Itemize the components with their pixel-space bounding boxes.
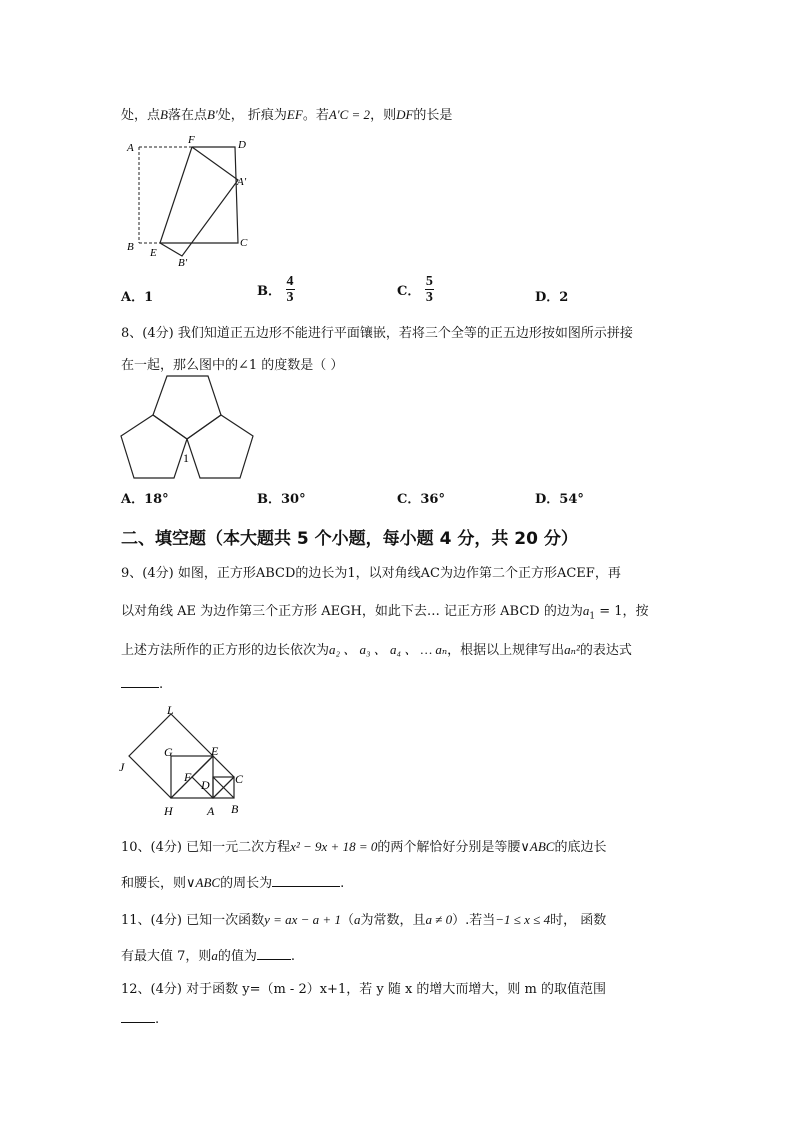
q9-stem-line2 [121, 600, 649, 622]
q9-a-subscript: 1 [589, 611, 596, 622]
q7-option-b[interactable] [257, 274, 295, 305]
q7-point-bprime: B′ [206, 107, 218, 122]
option-letter: D． [535, 290, 560, 305]
q9-label-a: A [207, 804, 215, 818]
q8-option-a[interactable] [121, 488, 169, 507]
q7-option-c[interactable] [397, 274, 434, 305]
q11-stem-line2 [121, 945, 295, 964]
q8-stem-line2: 在一起，那么图中的∠1 的度数是（ ） [121, 358, 344, 373]
q7-label-f: F [188, 134, 195, 146]
q7-option-a[interactable] [121, 286, 153, 305]
q11-function: y = ax − a + 1 [264, 912, 341, 927]
q7-text: ，则 [370, 108, 397, 123]
option-letter: A． [121, 492, 145, 507]
q12-answer-line [121, 1012, 159, 1027]
q7-label-bprime: B′ [178, 257, 188, 269]
q9-label-l: L [167, 703, 174, 717]
denominator: 3 [286, 290, 294, 305]
q10-text: . [340, 876, 345, 891]
numerator: 4 [286, 274, 294, 289]
q9-sequence: a₂ 、 a₃ 、 a₄ 、 … aₙ [329, 642, 448, 657]
q9-label-b: B [231, 802, 239, 816]
q7-folding-figure [120, 130, 260, 270]
option-value: 2 [559, 290, 569, 305]
numerator: 5 [425, 274, 433, 289]
q7-label-aprime: A′ [237, 176, 247, 188]
q11-text: （ [340, 913, 354, 928]
option-letter: C． [397, 284, 421, 299]
q9-text: = 1，按 [595, 604, 649, 619]
q9-label-h: H [164, 804, 173, 818]
q7-label-c: C [240, 237, 248, 249]
q9-text: 的表达式 [579, 643, 632, 658]
q10-stem-line1 [121, 836, 606, 855]
q7-text: 处，点 [121, 108, 161, 123]
q10-stem-line2 [121, 872, 344, 891]
option-letter: C． [397, 492, 421, 507]
q10-text: 的周长为 [220, 876, 273, 891]
q9-squares-figure [116, 698, 256, 824]
q9-label-c: C [235, 772, 244, 786]
q7-text: 。若 [302, 108, 329, 123]
q8-option-c[interactable] [397, 488, 445, 507]
q12-stem-line1: 12、(4分) 对于函数 y=（m - 2）x+1，若 y 随 x 的增大而增大，则 m 的取值范围 [121, 982, 607, 997]
q9-stem-line1: 9、(4分) 如图，正方形ABCD的边长为1，以对角线AC为边作第二个正方形ACEF，再 [121, 566, 621, 581]
q7-label-b: B [127, 241, 134, 253]
q8-option-d[interactable] [535, 488, 584, 507]
q7-option-d[interactable] [535, 286, 568, 305]
option-letter: D． [535, 492, 560, 507]
q7-condition: A′C = 2 [328, 107, 371, 122]
answer-blank[interactable] [121, 687, 159, 688]
option-value: 1 [144, 290, 154, 305]
q7-text: 的长是 [413, 108, 453, 123]
q9-text: 以对角线 AE 为边作第三个正方形 AEGH，如此下去… 记正方形 ABCD 的边为 [121, 604, 583, 619]
q11-text: 时， 函数 [550, 913, 607, 928]
q12-text: . [155, 1012, 160, 1027]
denominator: 3 [425, 290, 433, 305]
q9-label-d: D [201, 778, 210, 792]
q7-point-b: B [160, 107, 168, 122]
q11-text: 的值为 [217, 949, 257, 964]
section-heading: 二、填空题（本大题共 5 个小题，每小题 4 分，共 20 分） [121, 529, 578, 549]
q9-text: 上述方法所作的正方形的边长依次为 [121, 643, 330, 658]
answer-blank[interactable] [121, 1022, 155, 1023]
q10-text: 和腰长，则 [121, 876, 187, 891]
answer-blank[interactable] [272, 886, 340, 887]
q9-a-symbol: a [582, 603, 590, 618]
q10-text: 的两个解恰好分别是等腰 [377, 840, 521, 855]
q8-pentagons-figure [116, 370, 262, 484]
q10-text: 10、(4分) 已知一元二次方程 [121, 840, 291, 855]
option-letter: B． [257, 284, 281, 299]
q11-stem-line1 [121, 909, 606, 928]
q11-range: −1 ≤ x ≤ 4 [495, 912, 551, 927]
q9-text: ，根据以上规律写出 [447, 643, 565, 658]
q8-option-b[interactable] [257, 488, 306, 507]
option-fraction [425, 274, 434, 305]
q7-text: 处， 折痕为 [217, 108, 287, 123]
q9-text: . [159, 677, 164, 692]
q11-text: 11、(4分) 已知一次函数 [121, 913, 265, 928]
q7-label-d: D [238, 139, 246, 151]
option-value: 18° [144, 492, 169, 507]
q9-an-squared: aₙ² [564, 642, 580, 657]
q9-stem-line3 [121, 639, 632, 658]
q7-text: 落在点 [167, 108, 207, 123]
option-fraction [286, 274, 295, 305]
q8-angle-label: 1 [183, 451, 189, 465]
q10-equation: x² − 9x + 18 = 0 [290, 839, 378, 854]
option-letter: A． [121, 290, 145, 305]
q9-label-g: G [164, 745, 173, 759]
q11-condition: a ≠ 0 [425, 912, 453, 927]
q9-answer-line [121, 677, 163, 692]
q11-text: 有最大值 7，则 [121, 949, 212, 964]
q11-text: ）.若当 [452, 913, 496, 928]
q10-triangle: ∨ABC [186, 875, 221, 890]
q7-label-a: A [127, 142, 134, 154]
q7-label-e: E [150, 247, 157, 259]
q7-stem-line [121, 104, 452, 123]
q11-text: . [290, 949, 296, 964]
option-value: 36° [420, 492, 445, 507]
q10-triangle: ∨ABC [520, 839, 555, 854]
q11-a: a [211, 948, 218, 963]
option-value: 54° [559, 492, 584, 507]
q11-a: a [353, 912, 361, 927]
q7-df: DF [396, 107, 414, 122]
q9-label-j: J [119, 760, 125, 774]
answer-blank[interactable] [257, 959, 291, 960]
option-letter: B． [257, 492, 281, 507]
q7-crease: EF [286, 107, 303, 122]
q8-stem-line1: 8、(4分) 我们知道正五边形不能进行平面镶嵌，若将三个全等的正五边形按如图所示拼接 [121, 326, 633, 341]
q9-label-f: F [184, 770, 192, 784]
q11-text: 为常数，且 [360, 913, 426, 928]
q10-text: 的底边长 [554, 840, 607, 855]
option-value: 30° [281, 492, 306, 507]
q9-label-e: E [211, 744, 219, 758]
